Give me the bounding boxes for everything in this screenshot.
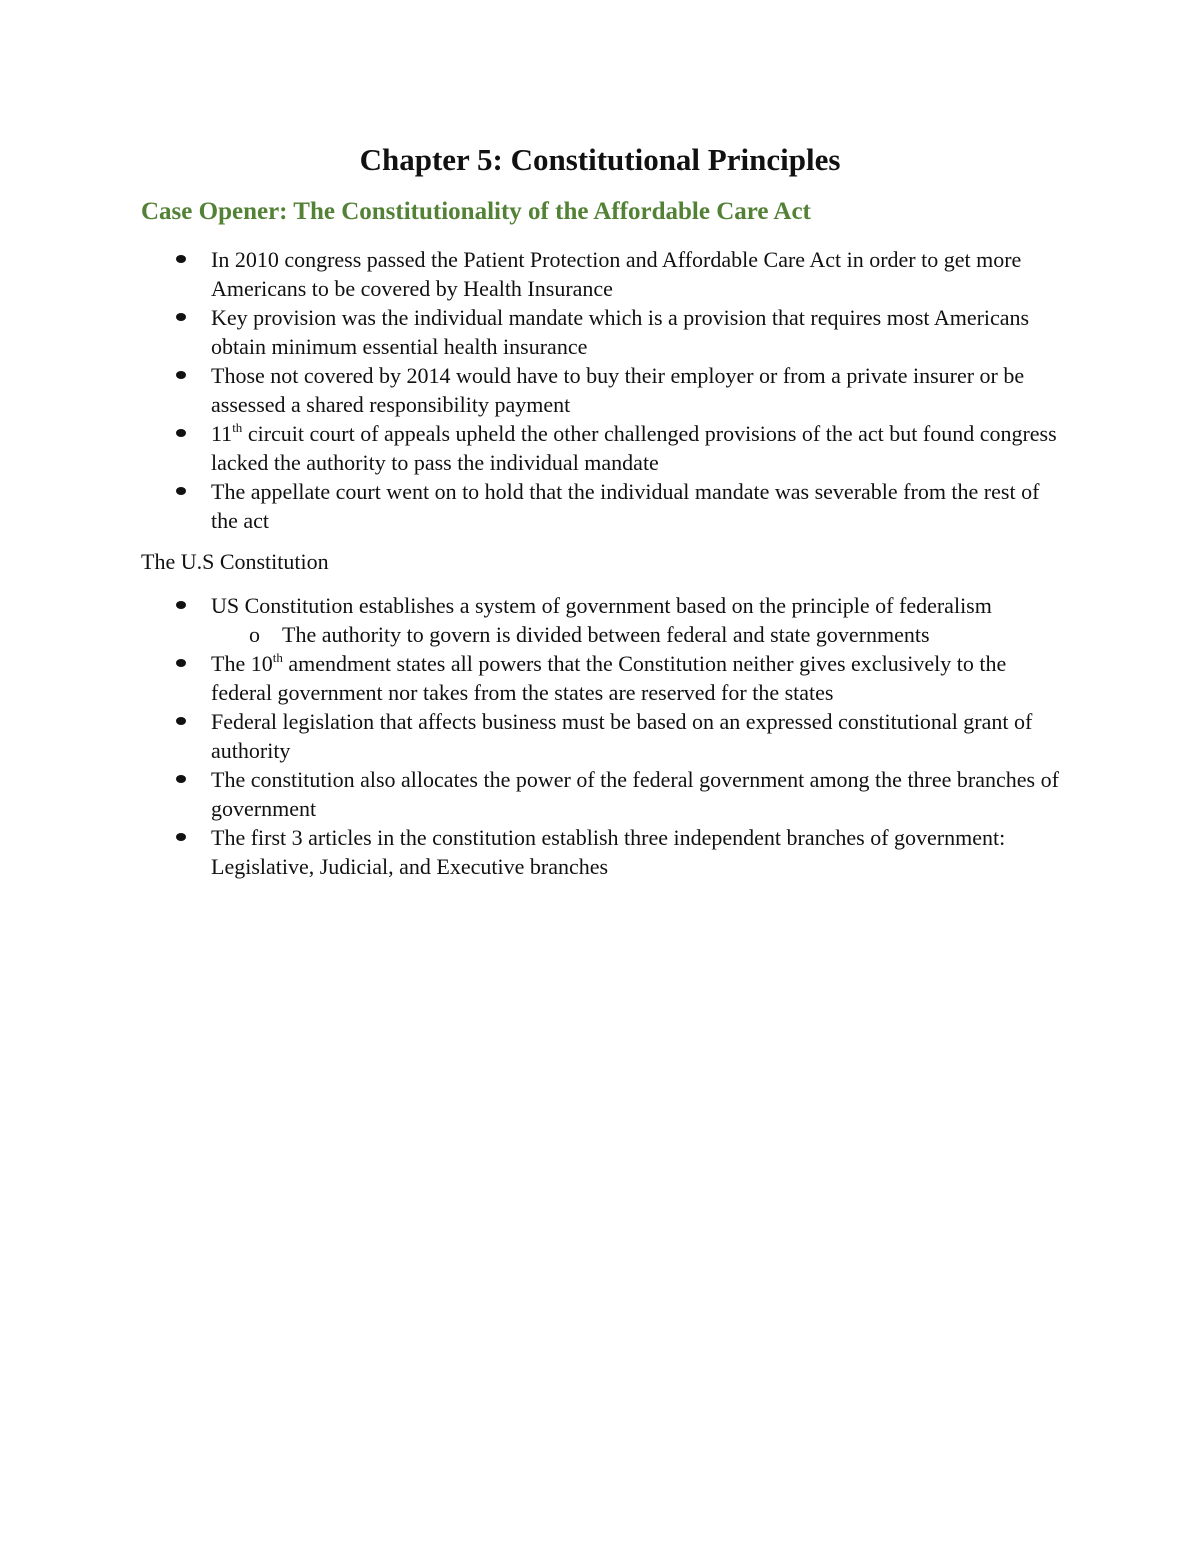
list-item-text: The constitution also allocates the power of the federal government among the three branches of government	[211, 767, 1059, 821]
bullet-icon	[176, 659, 186, 667]
list-item	[141, 649, 1071, 707]
list-item	[141, 707, 1071, 765]
bullet-icon	[176, 833, 186, 841]
ordinal-suffix: th	[272, 650, 283, 665]
sub-list-item-text: The authority to govern is divided between federal and state governments	[282, 622, 930, 647]
list-item-text: Those not covered by 2014 would have to buy their employer or from a private insurer or be assessed a shared responsibility payment	[211, 363, 1025, 417]
bullet-icon	[176, 601, 186, 609]
bullet-icon	[176, 313, 186, 321]
list-item-text: The appellate court went on to hold that the individual mandate was severable from the rest of the act	[211, 479, 1040, 533]
list-item	[141, 361, 1071, 419]
bullet-icon	[176, 255, 186, 263]
sub-bullet-marker: o	[249, 622, 260, 647]
ordinal-number: The 10	[211, 651, 273, 676]
ordinal-number: 11	[211, 421, 233, 446]
list-item	[141, 419, 1071, 477]
list-item-text: In 2010 congress passed the Patient Protection and Affordable Care Act in order to get more Americans to be covered by Health Insurance	[211, 247, 1022, 301]
bullet-icon	[176, 775, 186, 783]
list-item-text-rest: circuit court of appeals upheld the other challenged provisions of the act but found congress lacked the authority to pass the individual mandate	[211, 421, 1057, 475]
ordinal-suffix: th	[232, 420, 243, 435]
bullet-icon	[176, 429, 186, 437]
case-opener-list	[141, 245, 1071, 535]
case-opener-heading: Case Opener: The Constitutionality of the Affordable Care Act	[141, 198, 811, 225]
list-item-text: US Constitution establishes a system of government based on the principle of federalism	[211, 593, 992, 618]
list-item	[141, 591, 1071, 620]
list-item-text: Federal legislation that affects business must be based on an expressed constitutional grant of authority	[211, 709, 1033, 763]
constitution-section-label: The U.S Constitution	[141, 549, 329, 574]
list-item	[141, 303, 1071, 361]
bullet-icon	[176, 371, 186, 379]
bullet-icon	[176, 717, 186, 725]
list-item	[141, 823, 1071, 881]
sub-list-item	[141, 620, 1071, 649]
list-item	[141, 765, 1071, 823]
list-item-text	[211, 421, 1057, 475]
constitution-list	[141, 591, 1071, 881]
list-item	[141, 245, 1071, 303]
list-item-text: The first 3 articles in the constitution establish three independent branches of government: Legislative, Judicial, and Executive branches	[211, 825, 1006, 879]
chapter-title: Chapter 5: Constitutional Principles	[359, 142, 841, 177]
list-item	[141, 477, 1071, 535]
list-item-text-rest: amendment states all powers that the Constitution neither gives exclusively to the federal government nor takes from the states are reserved for the states	[211, 651, 1007, 705]
bullet-icon	[176, 487, 186, 495]
list-item-text: Key provision was the individual mandate which is a provision that requires most Americans obtain minimum essential health insurance	[211, 305, 1030, 359]
list-item-text	[211, 651, 1006, 705]
